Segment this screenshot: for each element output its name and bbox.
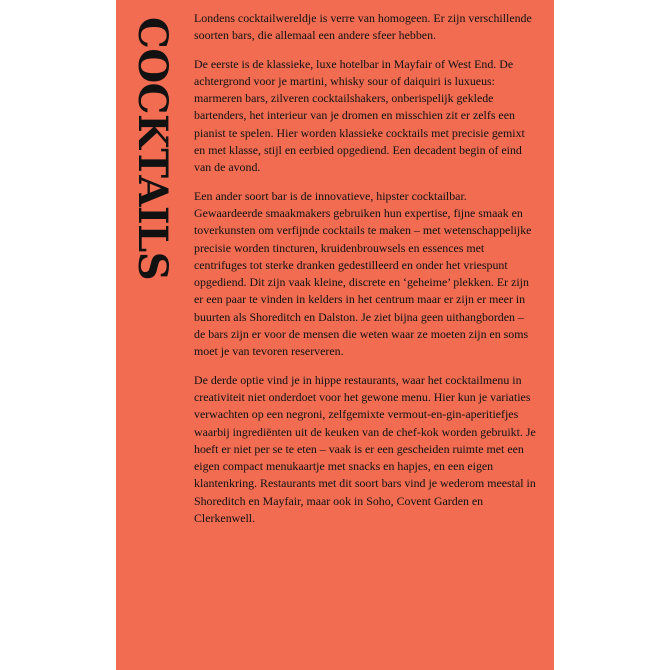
article-body <box>194 10 536 538</box>
paragraph-restaurant-bars: De derde optie vind je in hippe restaurants, waar het cocktailmenu in creativiteit niet onderdoet voor het gewone menu. Hier kun je variaties verwachten op een negroni, zelfgemixte vermout-en-gin-aperitiefjes waarbij ingrediënten uit de keuken van de chef-kok worden gebruikt. Je hoeft er niet per se te eten – vaak is er een gescheiden ruimte met een eigen compact menukaartje met snacks en hapjes, en een eigen klantenkring. Restaurants met dit soort bars vind je wederom meestal in Shoreditch en Mayfair, maar ook in Soho, Covent Garden en Clerkenwell. <box>194 372 536 526</box>
paragraph-intro: Londens cocktailwereldje is verre van homogeen. Er zijn verschillende soorten bars, die allemaal een andere sfeer hebben. <box>194 11 532 43</box>
page-title-text: COCKTAILS <box>129 17 176 281</box>
paragraph-hotel-bars: De eerste is de klassieke, luxe hotelbar in Mayfair of West End. De achtergrond voor je martini, whisky sour of daiquiri is luxueus: marmeren bars, zilveren cocktailshakers, onberispelijk geklede bartenders, het interieur van je dromen en misschien zit er zelfs een pianist te spelen. Hier worden klassieke cocktails met precisie gemixt en met klasse, stijl en eerbied opgediend. Een decadent begin of eind van de avond. <box>194 56 525 175</box>
page-title <box>128 10 176 288</box>
paragraph-hipster-bars: Een ander soort bar is de innovatieve, hipster cocktailbar. Gewaardeerde smaakmakers gebruiken hun expertise, fijne smaak en toverkunsten om verfijnde cocktails te maken – met wetenschappelijke precisie worden tincturen, kruidenbrouwsels en essences met centrifuges tot sterke dranken gedestilleerd en onder het vriespunt opgediend. Dit zijn vaak kleine, discrete en ‘geheime’ plekken. Er zijn er een paar te vinden in kelders in het centrum maar er zijn er meer in buurten als Shoreditch en Dalston. Je ziet bijna geen uithangborden – de bars zijn er voor de mensen die weten waar ze moeten zijn en soms moet je van tevoren reserveren. <box>194 188 532 359</box>
